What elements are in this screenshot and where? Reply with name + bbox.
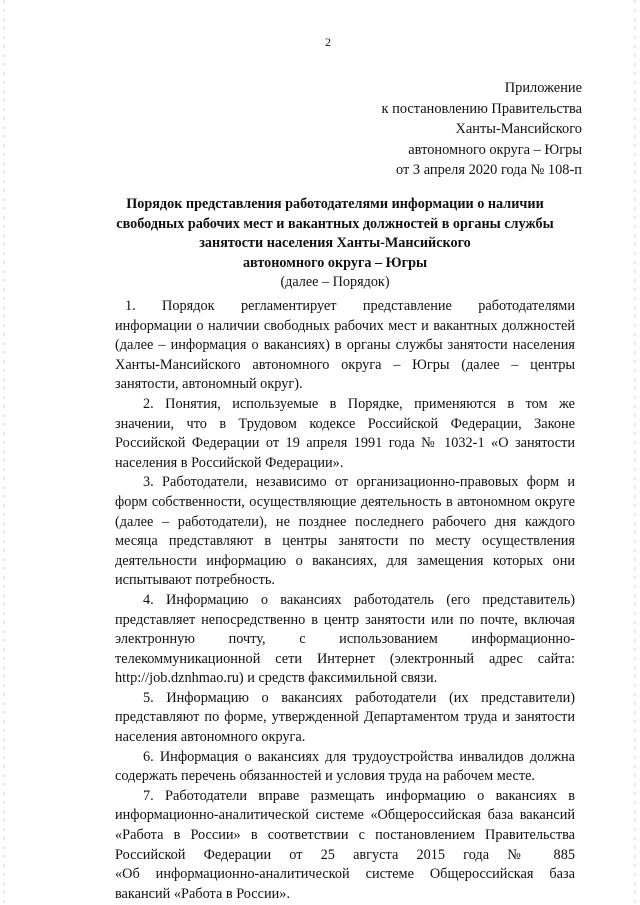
title-line: автономного округа – Югры [242, 254, 428, 271]
paragraph-line: 7. Работодатели вправе размещать информацию о вакансиях в [143, 787, 575, 804]
paragraph-line: «Работа в России» в соответствии с постановлением Правительства [115, 827, 575, 844]
paragraph [115, 689, 575, 748]
paragraph-line: деятельности информацию о вакансиях, для замещения которых они [115, 552, 575, 569]
paragraph-line: информационно-аналитической системе «Общероссийская база вакансий [115, 807, 575, 824]
document-body [115, 297, 575, 904]
paragraph-line: 5. Информацию о вакансиях работодатели (их представители) [143, 689, 575, 706]
paragraph [115, 591, 575, 689]
paragraph-line: «Об информационно-аналитической системе Общероссийская база [115, 866, 575, 883]
paragraph-line: 1. Порядок регламентирует представление работодателями [125, 298, 575, 314]
paragraph-line: 2. Понятия, используемые в Порядке, применяются в том же [143, 395, 575, 412]
appendix-line: к постановлению Правительства [381, 100, 582, 117]
paragraph-line: Российской Федерации от 25 августа 2015 года № 885 [115, 846, 575, 863]
paragraph [115, 473, 575, 591]
appendix-line: Ханты-Мансийского [455, 121, 582, 137]
paragraph [115, 748, 575, 787]
paragraph-line: электронную почту, с использованием информационно- [115, 631, 575, 648]
scan-margin-right [634, 0, 636, 905]
appendix-header [262, 78, 582, 181]
paragraph-line: (далее – работодатели), не позднее последнего рабочего дня каждого [115, 513, 575, 530]
appendix-line: Приложение [504, 80, 582, 96]
paragraph-line: представляет непосредственно в центр занятости или по почте, включая [115, 611, 575, 628]
title-line: свободных рабочих мест и вакантных должностей в органы службы [116, 215, 554, 232]
paragraph-line: месяца представляют в центры занятости по месту осуществления [115, 533, 575, 550]
paragraph-line: 6. Информация о вакансиях для трудоустройства инвалидов должна [143, 748, 575, 765]
paragraph [115, 297, 575, 395]
paragraph-line: 3. Работодатели, независимо от организационно-правовых форм и [143, 474, 575, 491]
appendix-line: автономного округа – Югры [408, 141, 582, 158]
paragraph [115, 787, 575, 905]
paragraph-line: информации о наличии свободных рабочих мест и вакантных должностей [115, 317, 575, 334]
paragraph-line: http://job.dznhmao.ru) и средств факсимильной связи. [115, 670, 438, 687]
paragraph-line: (далее – информация о вакансиях) в органы службы занятости населения [115, 337, 575, 354]
scan-margin-left [3, 0, 5, 905]
paragraph-line: Ханты-Мансийского автономного округа – Югры (далее – центры [115, 356, 575, 373]
paragraph [115, 395, 575, 473]
paragraph-line: испытывают потребность. [115, 572, 275, 589]
paragraph-line: телекоммуникационной сети Интернет (электронный адрес сайта: [115, 650, 575, 667]
page-number: 2 [325, 35, 331, 49]
paragraph-line: значении, что в Трудовом кодексе Российской Федерации, Законе [115, 415, 575, 432]
title-line: занятости населения Ханты-Мансийского [199, 235, 471, 251]
paragraph-line: Российской Федерации от 19 апреля 1991 года № 1032-1 «О занятости [115, 435, 575, 452]
paragraph-line: содержать перечень обязанностей и условия труда на рабочем месте. [115, 768, 535, 785]
paragraph-line: вакансий «Работа в России». [115, 885, 291, 902]
paragraph-line: 4. Информацию о вакансиях работодатель (его представитель) [143, 591, 575, 608]
paragraph-line: форм собственности, осуществляющие деятельность в автономном округе [115, 493, 575, 510]
paragraph-line: населения в Российской Федерации». [115, 454, 344, 471]
title-subtitle: (далее – Порядок) [280, 274, 390, 290]
appendix-line: от 3 апреля 2020 года № 108-п [396, 162, 582, 178]
document-title [100, 195, 570, 293]
paragraph-line: населения автономного округа. [115, 729, 306, 746]
paragraph-line: представляют по форме, утвержденной Департаментом труда и занятости [115, 709, 575, 726]
title-line: Порядок представления работодателями информации о наличии [126, 196, 544, 212]
paragraph-line: занятости, автономный округ). [115, 376, 303, 393]
